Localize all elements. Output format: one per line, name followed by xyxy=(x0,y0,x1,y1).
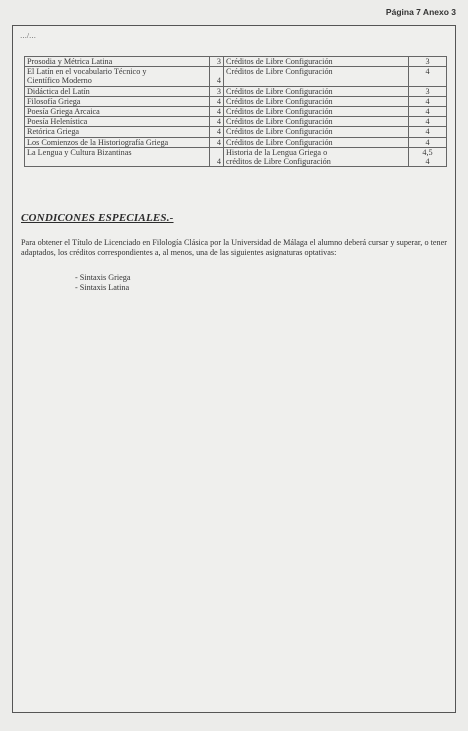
course-row xyxy=(25,107,447,117)
course-row xyxy=(25,147,447,166)
course-row xyxy=(25,117,447,127)
conditions-title: CONDICONES ESPECIALES.- xyxy=(21,212,174,224)
alternative-course: Créditos de Libre Configuración xyxy=(224,107,409,117)
optional-subject-item: - Sintaxis Griega xyxy=(75,273,131,283)
course-credits: 4 xyxy=(210,127,224,137)
course-name: Didáctica del Latín xyxy=(25,86,210,96)
conditions-paragraph: Para obtener el Título de Licenciado en Filología Clásica por la Universidad de Málaga el alumno deberá cursar y superar, o tener adaptados, los créditos correspondientes a, al menos, una de las siguientes asignaturas optativas: xyxy=(21,238,447,257)
courses-table xyxy=(24,56,447,167)
optional-subjects-list xyxy=(75,273,131,293)
alternative-credits: 4 xyxy=(409,107,447,117)
alternative-course: Créditos de Libre Configuración xyxy=(224,127,409,137)
alternative-course: Créditos de Libre Configuración xyxy=(224,117,409,127)
course-name: Poesía Griega Arcaica xyxy=(25,107,210,117)
course-credits: 4 xyxy=(210,67,224,86)
course-name: Filosofía Griega xyxy=(25,96,210,106)
optional-subject-item: - Sintaxis Latina xyxy=(75,283,131,293)
alternative-credits: 4,5 4 xyxy=(409,147,447,166)
course-credits: 4 xyxy=(210,147,224,166)
course-name: Poesía Helenística xyxy=(25,117,210,127)
continued-marker: …/… xyxy=(20,32,36,40)
page-number-label: Página 7 Anexo 3 xyxy=(385,7,456,17)
alternative-credits: 4 xyxy=(409,67,447,86)
course-credits: 4 xyxy=(210,117,224,127)
course-name: La Lengua y Cultura Bizantinas xyxy=(25,147,210,166)
alternative-course: Historia de la Lengua Griega o créditos de Libre Configuración xyxy=(224,147,409,166)
course-credits: 4 xyxy=(210,96,224,106)
course-credits: 3 xyxy=(210,86,224,96)
alternative-course: Créditos de Libre Configuración xyxy=(224,57,409,67)
course-credits: 3 xyxy=(210,57,224,67)
alternative-course: Créditos de Libre Configuración xyxy=(224,86,409,96)
course-name: Retórica Griega xyxy=(25,127,210,137)
course-credits: 4 xyxy=(210,107,224,117)
alternative-course: Créditos de Libre Configuración xyxy=(224,96,409,106)
course-name: El Latín en el vocabulario Técnico y Científico Moderno xyxy=(25,67,210,86)
alternative-credits: 4 xyxy=(409,117,447,127)
course-name: Los Comienzos de la Historiografía Griega xyxy=(25,137,210,147)
course-row xyxy=(25,96,447,106)
course-row xyxy=(25,127,447,137)
alternative-credits: 4 xyxy=(409,137,447,147)
course-row xyxy=(25,57,447,67)
document-frame xyxy=(12,25,456,713)
alternative-course: Créditos de Libre Configuración xyxy=(224,67,409,86)
alternative-credits: 3 xyxy=(409,57,447,67)
course-name: Prosodia y Métrica Latina xyxy=(25,57,210,67)
course-row xyxy=(25,137,447,147)
alternative-course: Créditos de Libre Configuración xyxy=(224,137,409,147)
course-row xyxy=(25,86,447,96)
course-credits: 4 xyxy=(210,137,224,147)
alternative-credits: 4 xyxy=(409,96,447,106)
alternative-credits: 3 xyxy=(409,86,447,96)
alternative-credits: 4 xyxy=(409,127,447,137)
course-row xyxy=(25,67,447,86)
